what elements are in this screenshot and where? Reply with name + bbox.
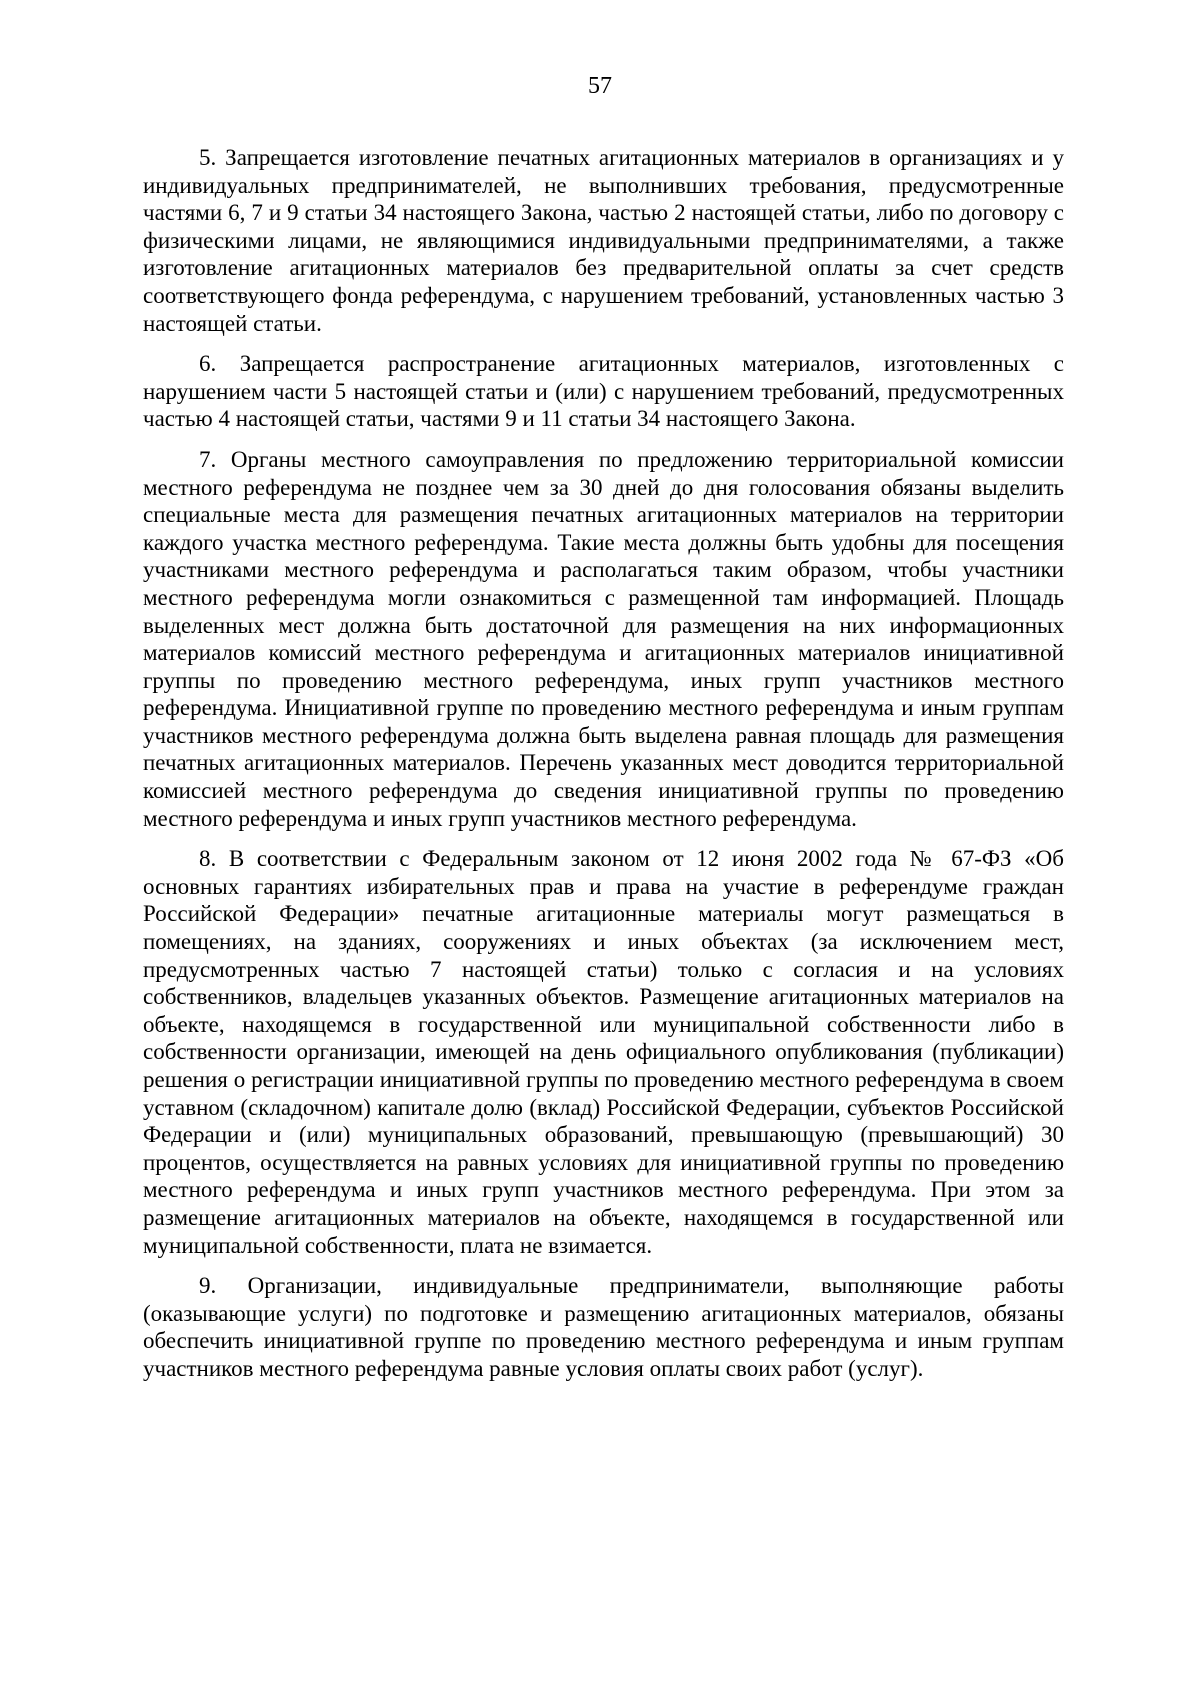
document-body <box>143 144 1064 1396</box>
paragraph-8: 8. В соответствии с Федеральным законом от 12 июня 2002 года № 67-ФЗ «Об основных гарантиях избирательных прав и права на участие в референдуме граждан Российской Федерации» печатные агитационные материалы могут размещаться в помещениях, на зданиях, сооружениях и иных объектах (за исключением мест, предусмотренных частью 7 настоящей статьи) только с согласия и на условиях собственников, владельцев указанных объектов. Размещение агитационных материалов на объекте, находящемся в государственной или муниципальной собственности либо в собственности организации, имеющей на день официального опубликования (публикации) решения о регистрации инициативной группы по проведению местного референдума в своем уставном (складочном) капитале долю (вклад) Российской Федерации, субъектов Российской Федерации и (или) муниципальных образований, превышающую (превышающий) 30 процентов, осуществляется на равных условиях для инициативной группы по проведению местного референдума и иных групп участников местного референдума. При этом за размещение агитационных материалов на объекте, находящемся в государственной или муниципальной собственности, плата не взимается. <box>143 846 1064 1258</box>
paragraph-9: 9. Организации, индивидуальные предприниматели, выполняющие работы (оказывающие услуги) по подготовке и размещению агитационных материалов, обязаны обеспечить инициативной группе по проведению местного референдума и иным группам участников местного референдума равные условия оплаты своих работ (услуг). <box>143 1273 1064 1381</box>
paragraph-6: 6. Запрещается распространение агитационных материалов, изготовленных с нарушением части 5 настоящей статьи и (или) с нарушением требований, предусмотренных частью 4 настоящей статьи, частями 9 и 11 статьи 34 настоящего Закона. <box>143 351 1064 432</box>
page-number: 57 <box>588 73 612 99</box>
paragraph-7: 7. Органы местного самоуправления по предложению территориальной комиссии местного референдума не позднее чем за 30 дней до дня голосования обязаны выделить специальные места для размещения печатных агитационных материалов на территории каждого участка местного референдума. Такие места должны быть удобны для посещения участниками местного референдума и располагаться таким образом, чтобы участники местного референдума могли ознакомиться с размещенной там информацией. Площадь выделенных мест должна быть достаточной для размещения на них информационных материалов комиссий местного референдума и агитационных материалов инициативной группы по проведению местного референдума, иных групп участников местного референдума. Инициативной группе по проведению местного референдума и иным группам участников местного референдума должна быть выделена равная площадь для размещения печатных агитационных материалов. Перечень указанных мест доводится территориальной комиссией местного референдума до сведения инициативной группы по проведению местного референдума и иных групп участников местного референдума. <box>143 446 1064 831</box>
paragraph-5: 5. Запрещается изготовление печатных агитационных материалов в организациях и у индивидуальных предпринимателей, не выполнивших требования, предусмотренные частями 6, 7 и 9 статьи 34 настоящего Закона, частью 2 настоящей статьи, либо по договору с физическими лицами, не являющимися индивидуальными предпринимателями, а также изготовление агитационных материалов без предварительной оплаты за счет средств соответствующего фонда референдума, с нарушением требований, установленных частью 3 настоящей статьи. <box>143 145 1064 336</box>
